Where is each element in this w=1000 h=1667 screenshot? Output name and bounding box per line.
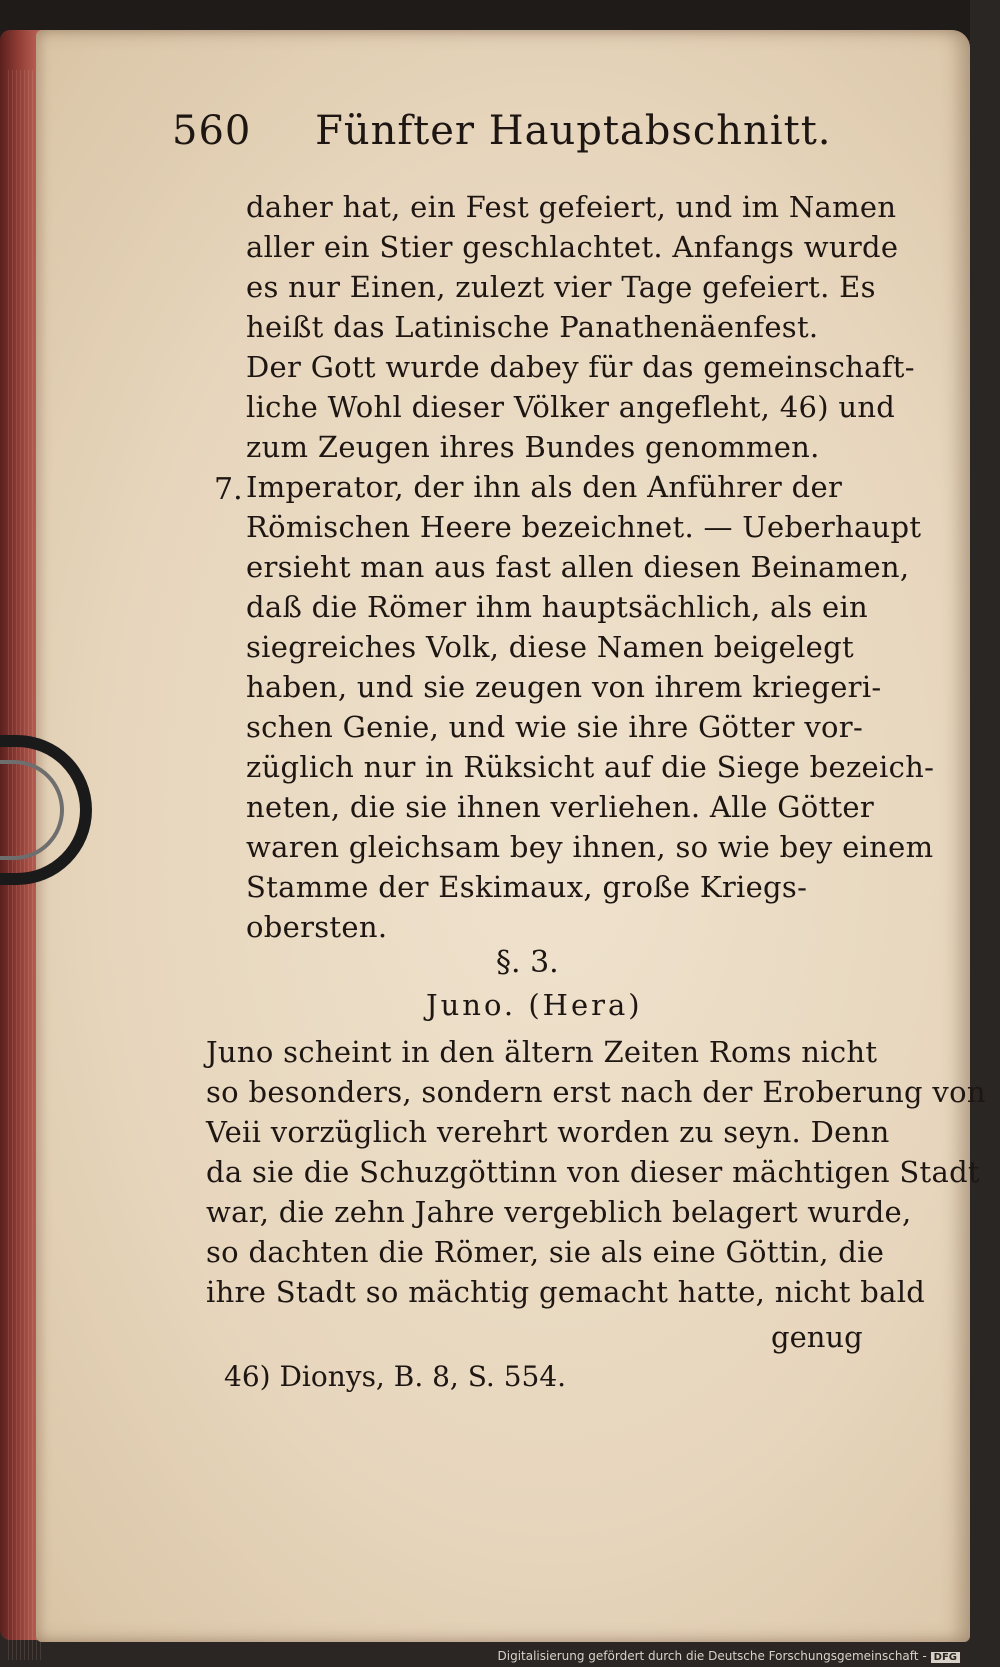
text-line: war, die zehn Jahre vergeblich belagert wurde, bbox=[206, 1195, 912, 1229]
text-line: daß die Römer ihm hauptsächlich, als ein bbox=[246, 590, 869, 624]
section-title: Juno. (Hera) bbox=[426, 988, 643, 1022]
text-line: Juno scheint in den ältern Zeiten Roms nicht bbox=[206, 1035, 878, 1069]
text-line: ersieht man aus fast allen diesen Beinamen, bbox=[246, 550, 910, 584]
footnote: 46) Dionys, B. 8, S. 554. bbox=[224, 1360, 567, 1393]
text-line: da sie die Schuzgöttinn von dieser mächtigen Stadt bbox=[206, 1155, 980, 1189]
book-page bbox=[36, 30, 986, 1642]
dfg-logo: DFG bbox=[931, 1652, 960, 1663]
text-line: so dachten die Römer, sie als eine Göttin, die bbox=[206, 1235, 885, 1269]
section-number: §. 3. bbox=[496, 945, 559, 980]
text-line: Imperator, der ihn als den Anführer der bbox=[246, 470, 843, 504]
text-line: waren gleichsam bey ihnen, so wie bey einem bbox=[246, 830, 934, 864]
text-line: neten, die sie ihnen verliehen. Alle Götter bbox=[246, 790, 875, 824]
text-line: haben, und sie zeugen von ihrem kriegeri- bbox=[246, 670, 882, 704]
text-line: es nur Einen, zulezt vier Tage gefeiert. Es bbox=[246, 270, 876, 304]
text-line: siegreiches Volk, diese Namen beigelegt bbox=[246, 630, 854, 664]
scanner-background-right bbox=[970, 0, 1000, 1667]
running-header bbox=[172, 108, 831, 154]
credit-text: Digitalisierung gefördert durch die Deutsche Forschungsgemeinschaft - bbox=[497, 1649, 927, 1663]
text-line: Stamme der Eskimaux, große Kriegs- bbox=[246, 870, 808, 904]
text-line: züglich nur in Rüksicht auf die Siege bezeich- bbox=[246, 750, 935, 784]
text-line: so besonders, sondern erst nach der Eroberung von bbox=[206, 1075, 986, 1109]
catchword: genug bbox=[771, 1320, 863, 1354]
text-line: heißt das Latinische Panathenäenfest. bbox=[246, 310, 819, 344]
digitization-credit bbox=[498, 1649, 961, 1663]
text-line: schen Genie, und wie sie ihre Götter vor- bbox=[246, 710, 864, 744]
running-title: Fünfter Hauptabschnitt. bbox=[315, 108, 832, 154]
page-number: 560 bbox=[172, 108, 252, 154]
item-number: 7. bbox=[214, 472, 243, 507]
text-line: Der Gott wurde dabey für das gemeinschaft- bbox=[246, 350, 915, 384]
page-text bbox=[36, 30, 986, 1642]
text-line: zum Zeugen ihres Bundes genommen. bbox=[246, 430, 820, 464]
text-line: liche Wohl dieser Völker angefleht, 46) und bbox=[246, 390, 896, 424]
text-line: daher hat, ein Fest gefeiert, und im Namen bbox=[246, 190, 897, 224]
text-line: ihre Stadt so mächtig gemacht hatte, nicht bald bbox=[206, 1275, 926, 1309]
text-line: Römischen Heere bezeichnet. — Ueberhaupt bbox=[246, 510, 922, 544]
text-line: aller ein Stier geschlachtet. Anfangs wurde bbox=[246, 230, 899, 264]
text-line: obersten. bbox=[246, 910, 388, 944]
text-line: Veii vorzüglich verehrt worden zu seyn. Denn bbox=[206, 1115, 890, 1149]
